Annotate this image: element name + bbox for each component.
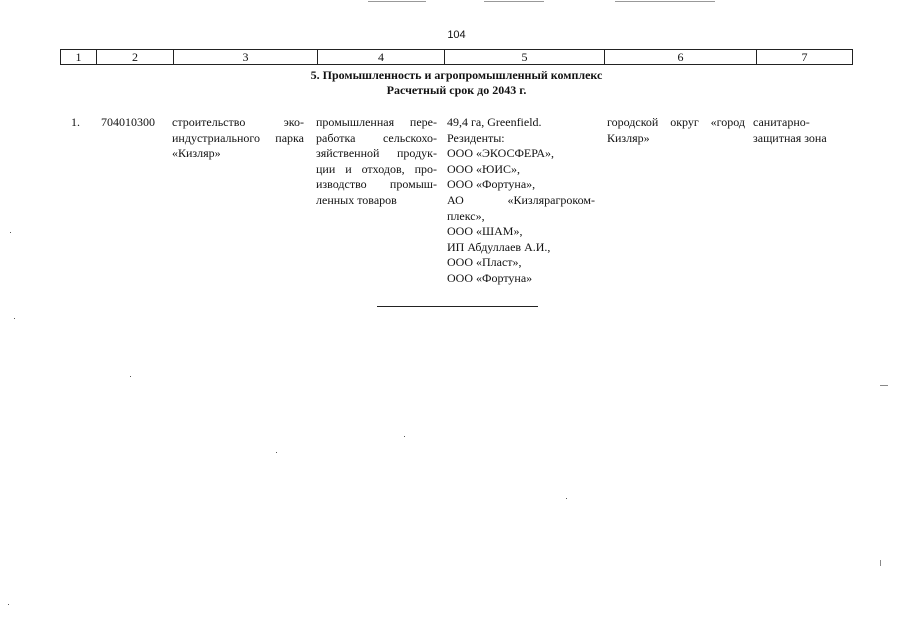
scan-speck (8, 604, 9, 605)
purpose-line: ленных товаров (316, 192, 397, 207)
column-number: 3 (174, 50, 318, 65)
column-number-header (60, 49, 853, 65)
row-number: 1. (71, 115, 80, 129)
scan-edge-mark (368, 1, 426, 2)
end-of-table-rule (377, 306, 538, 307)
purpose-line: зяйственной продук- (316, 146, 437, 161)
characteristics-line: ООО «ЭКОСФЕРА», (447, 146, 555, 161)
purpose-line: работка сельскохо- (316, 130, 437, 145)
purpose-line: ции и отходов, про- (316, 161, 437, 176)
column-number: 4 (318, 50, 445, 65)
characteristics-line: ООО «ЮИС», (447, 161, 521, 176)
column-number: 1 (61, 50, 97, 65)
section-title: 5. Промышленность и агропромышленный комплекс (310, 68, 603, 82)
purpose-line: промышленная пере- (316, 115, 437, 129)
location-line: Кизляр» (607, 130, 650, 145)
column-number: 5 (445, 50, 605, 65)
page-number: 104 (447, 29, 466, 41)
scan-speck (566, 498, 567, 499)
column-number: 2 (97, 50, 174, 65)
scan-speck (880, 560, 881, 566)
characteristics-cell (447, 115, 595, 287)
characteristics-line: плекс», (447, 208, 485, 223)
purpose-line: изводство промыш- (316, 177, 437, 192)
zone-cell (753, 115, 845, 146)
scan-speck (14, 318, 15, 319)
column-number: 7 (757, 50, 853, 65)
zone-line: защитная зона (753, 130, 827, 145)
object-name-line: «Кизляр» (172, 146, 221, 161)
characteristics-line: ООО «Фортуна» (447, 270, 533, 285)
zone-line: санитарно- (753, 115, 810, 129)
characteristics-line: 49,4 га, Greenfield. (447, 115, 542, 129)
object-name-line: строительство эко- (172, 115, 304, 129)
object-name-line: индустриального парка (172, 130, 304, 145)
location-line: городской округ «город (607, 115, 745, 129)
scan-speck (130, 376, 131, 377)
location-cell (607, 115, 745, 146)
scan-edge-mark (484, 1, 544, 2)
object-name-cell (172, 115, 304, 162)
characteristics-line: АО «Кизлярагроком- (447, 192, 595, 207)
section-heading (0, 68, 905, 98)
characteristics-line: ООО «ШАМ», (447, 224, 523, 239)
characteristics-line: ИП Абдуллаев А.И., (447, 239, 551, 254)
scan-speck (10, 232, 11, 233)
characteristics-line: ООО «Фортуна», (447, 177, 536, 192)
characteristics-line: Резиденты: (447, 130, 505, 145)
scan-speck (276, 452, 277, 453)
purpose-cell (316, 115, 437, 209)
object-code: 704010300 (101, 115, 155, 129)
section-subtitle: Расчетный срок до 2043 г. (386, 83, 527, 97)
characteristics-line: ООО «Пласт», (447, 255, 522, 270)
scan-edge-mark (615, 1, 715, 2)
scan-speck (404, 436, 405, 437)
scan-speck (880, 385, 888, 386)
column-number: 6 (605, 50, 757, 65)
